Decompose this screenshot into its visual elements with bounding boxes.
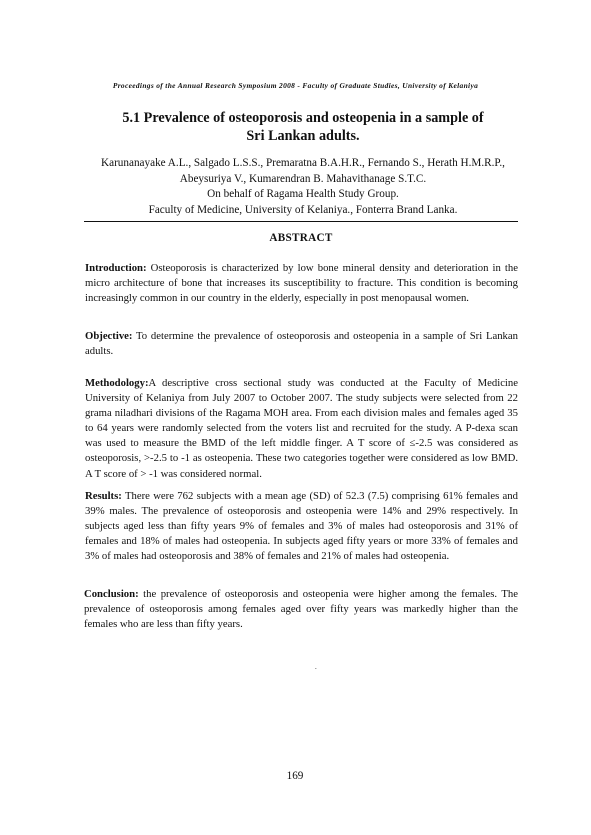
header-rule [84,221,518,222]
introduction-label: Introduction: [85,262,147,274]
author-line-1: Karunanayake A.L., Salgado L.S.S., Premaratna B.A.H.R., Fernando S., Herath H.M.R.P., [101,157,505,169]
affiliation-line: Faculty of Medicine, University of Kelaniya., Fonterra Brand Lanka. [148,203,458,216]
author-line-3: On behalf of Ragama Health Study Group. [207,188,399,200]
abstract-heading: ABSTRACT [269,232,333,244]
stray-mark: . [315,663,317,671]
methodology-section [85,376,518,482]
paper-title [60,109,546,145]
conclusion-section [84,587,518,632]
author-block [70,156,536,218]
results-label: Results: [85,490,122,502]
methodology-label: Methodology: [85,377,149,389]
title-line-1: 5.1 Prevalence of osteoporosis and osteopenia in a sample of [122,110,484,126]
objective-section [85,329,518,359]
running-head: Proceedings of the Annual Research Symposium 2008 - Faculty of Graduate Studies, University of Kelaniya [112,81,479,90]
results-text: There were 762 subjects with a mean age (SD) of 52.3 (7.5) comprising 61% females and 39% males. The prevalence of osteoporosis and osteopenia were 14% and 29% respectively. In subjects aged less than fifty years 9% of females and 3% of males had osteoporosis and 31% of females and 18% of males had osteopenia. In subjects aged fifty years or more 33% of females and 3% of males had osteoporosis and 38% of females and 21% of males had osteopenia. [85,490,518,563]
objective-text: To determine the prevalence of osteoporosis and osteopenia in a sample of Sri Lankan adults. [85,330,518,358]
results-section [85,489,518,564]
objective-label: Objective: [85,330,133,342]
conclusion-text: the prevalence of osteoporosis and osteopenia were higher among the females. The prevalence of osteoporosis among females aged over fifty years was markedly higher than the females who are less than fifty years. [84,588,518,631]
title-line-2: Sri Lankan adults. [246,128,360,144]
conclusion-label: Conclusion: [84,588,139,600]
introduction-section [85,261,518,306]
methodology-text: A descriptive cross sectional study was conducted at the Faculty of Medicine University of Kelaniya from July 2007 to October 2007. The study subjects were selected from 22 grama niladhari divisions of the Ragama MOH area. From each division males and females aged 35 to 64 years were randomly selected from the voters list and recruited for the study. A P-dexa scan was used to measure the BMD of the left middle finger. A T score of ≤-2.5 was considered as osteoporosis, >-2.5 to -1 as osteopenia. These two categories together were considered as low BMD. A T score of > -1 was considered normal. [85,377,518,480]
introduction-text: Osteoporosis is characterized by low bone mineral density and deterioration in the micro architecture of bone that increases its susceptibility to fracture. This condition is becoming increasingly common in our country in the elderly, especially in post menopausal women. [85,262,518,305]
author-line-2: Abeysuriya V., Kumarendran B. Mahavithanage S.T.C. [179,172,427,185]
page-number: 169 [286,770,304,782]
